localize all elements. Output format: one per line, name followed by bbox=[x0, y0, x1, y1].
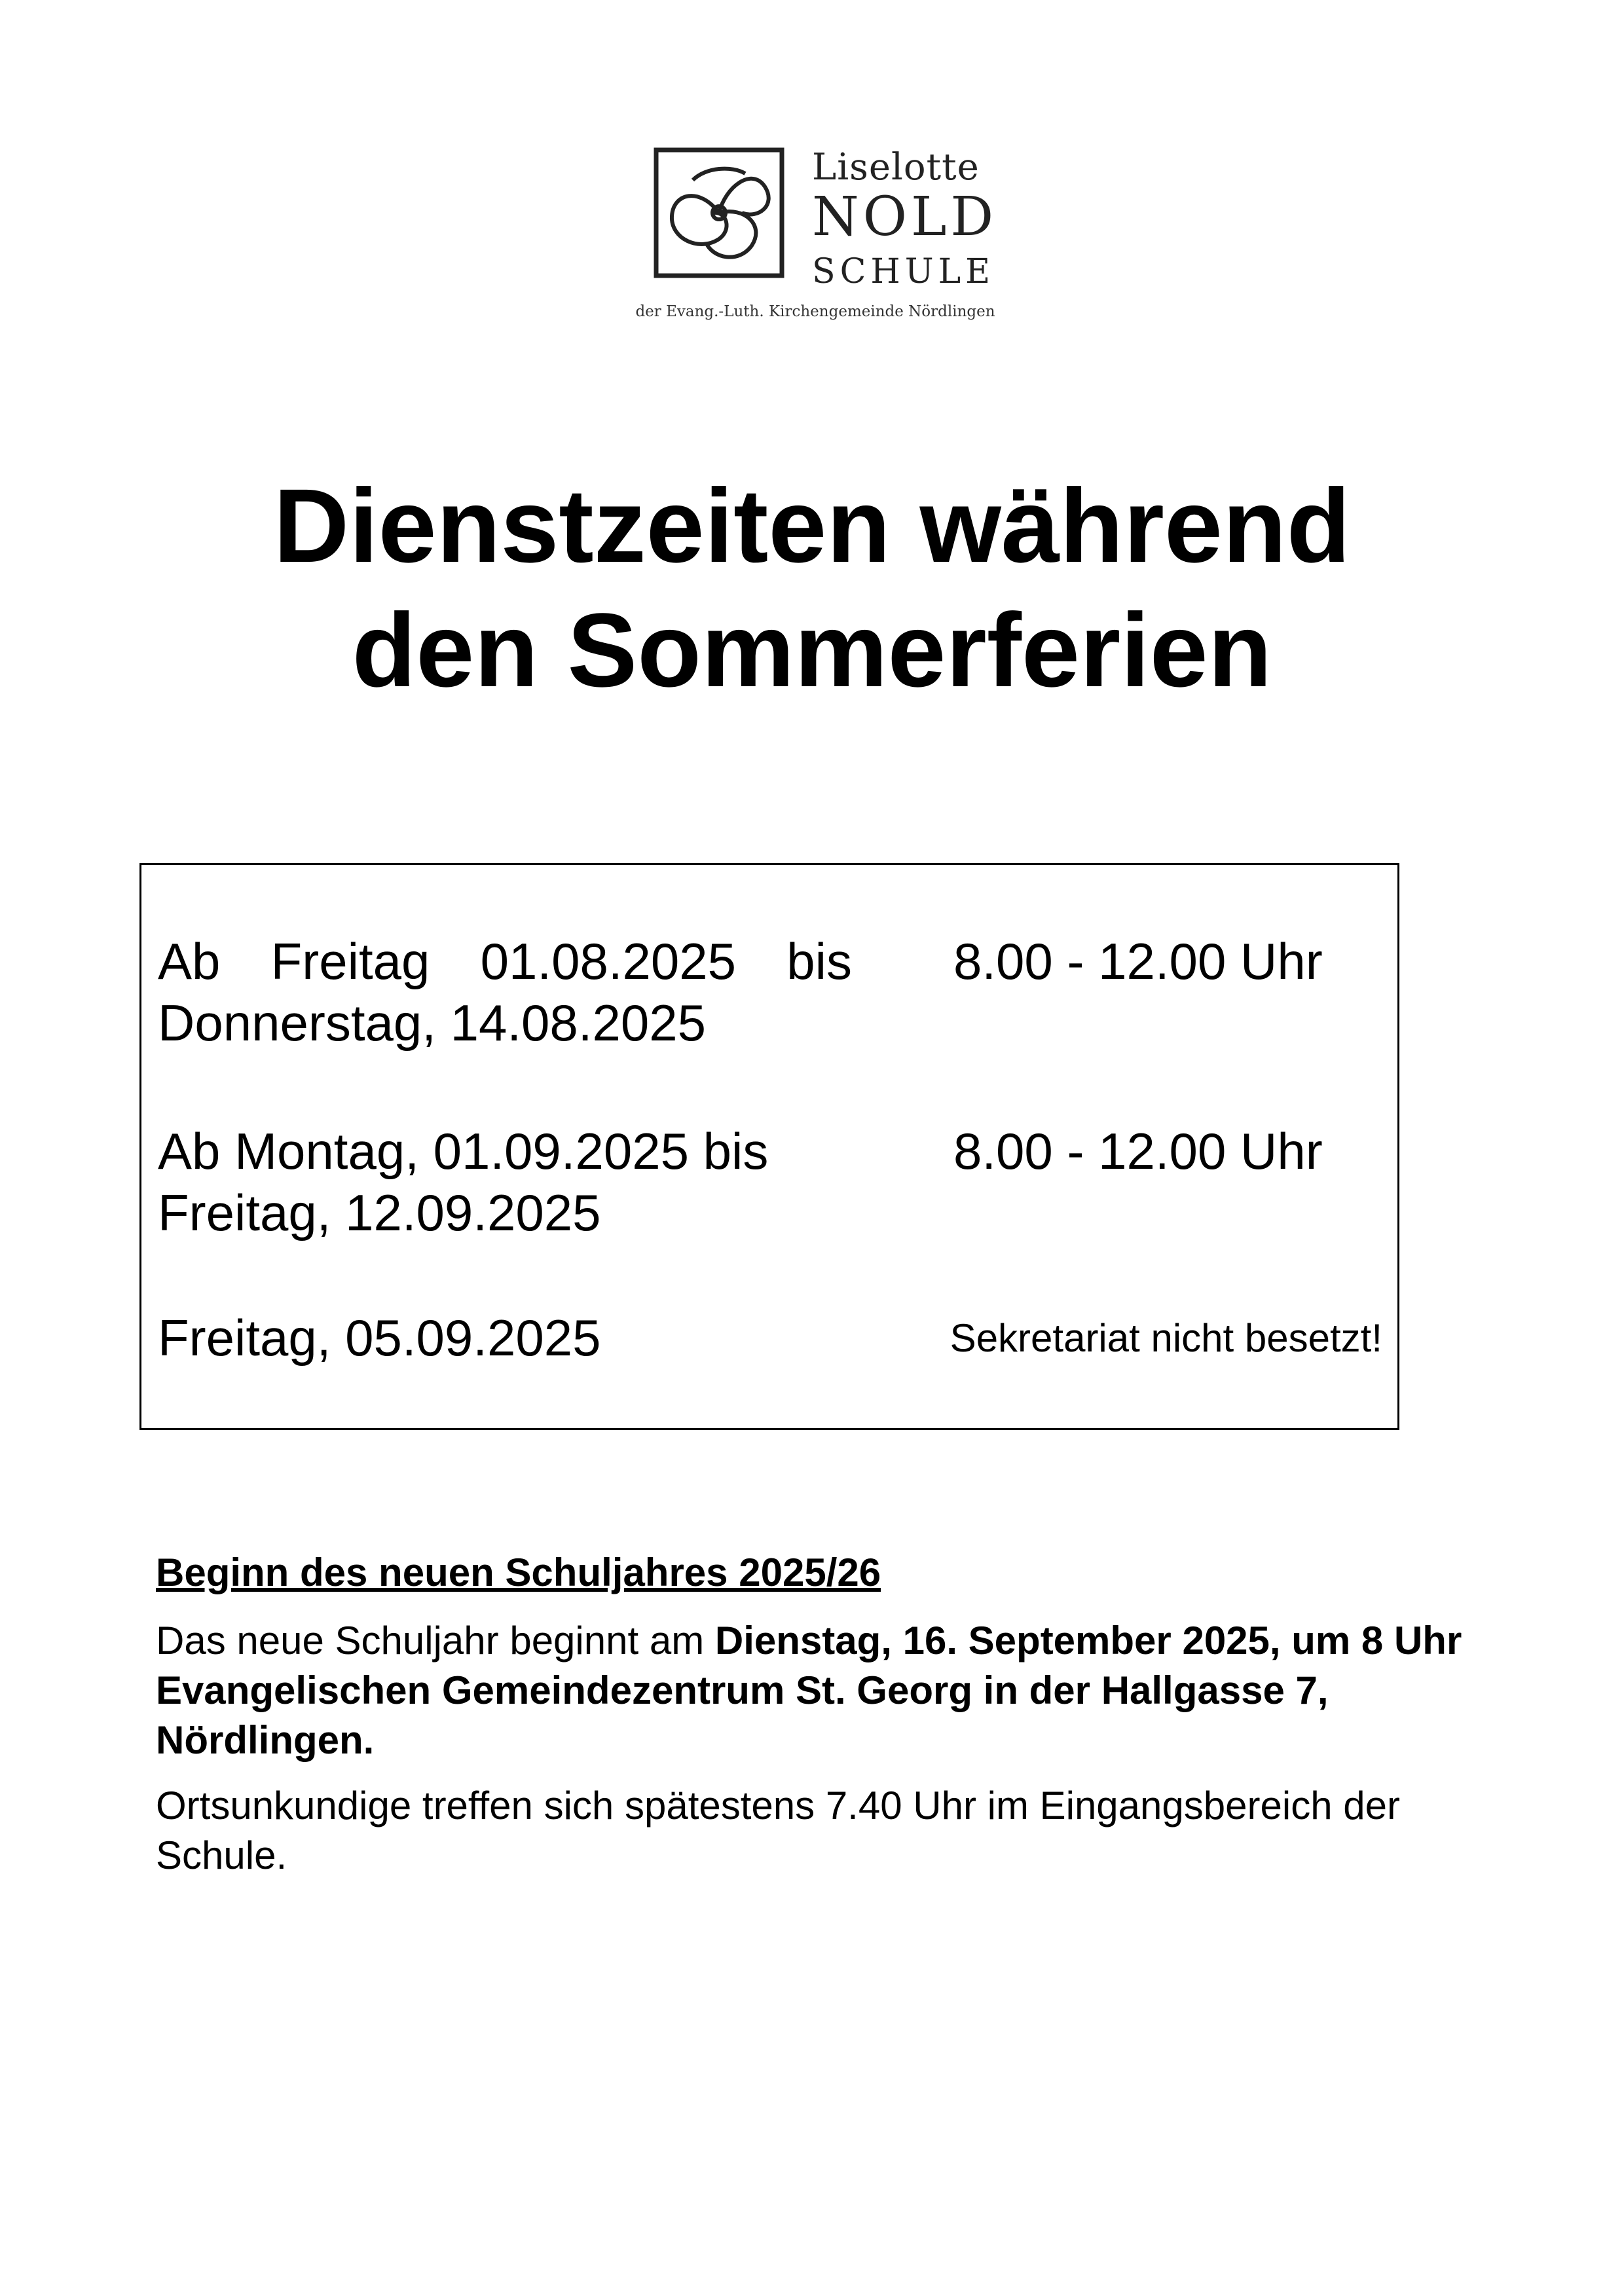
school-emblem-icon bbox=[654, 147, 784, 278]
title-line-2: den Sommerferien bbox=[352, 591, 1272, 708]
schedule-date bbox=[158, 930, 852, 1054]
schedule-date-line-2: Donnerstag, 14.08.2025 bbox=[158, 994, 706, 1052]
schedule-time: 8.00 - 12.00 Uhr bbox=[953, 932, 1323, 990]
date-word: Ab bbox=[158, 932, 221, 990]
page-title bbox=[0, 464, 1624, 712]
logo-subtitle: der Evang.-Luth. Kirchengemeinde Nördlingen bbox=[635, 303, 995, 320]
title-line-1: Dienstzeiten während bbox=[273, 467, 1351, 584]
schedule-time: 8.00 - 12.00 Uhr bbox=[953, 1122, 1323, 1180]
meeting-info-paragraph: Ortsunkundige treffen sich spätestens 7.40 Uhr im Eingangsbereich der Schule. bbox=[156, 1784, 1400, 1877]
date-word: Freitag bbox=[270, 932, 430, 990]
schedule-date bbox=[158, 1307, 600, 1368]
schedule-date-line-1: Ab Montag, 01.09.2025 bis bbox=[158, 1122, 769, 1180]
logo-text-schule: SCHULE bbox=[812, 252, 995, 291]
section-heading: Beginn des neuen Schuljahres 2025/26 bbox=[156, 1551, 881, 1594]
schedule-note: Sekretariat nicht besetzt! bbox=[950, 1316, 1382, 1360]
school-logo bbox=[622, 128, 1008, 344]
schedule-date-line-1: Freitag, 05.09.2025 bbox=[158, 1309, 601, 1367]
schedule-box bbox=[139, 863, 1399, 1430]
school-start-section bbox=[156, 1548, 1485, 1896]
logo-text-nold: NOLD bbox=[812, 186, 998, 248]
logo-text-liselotte: Liselotte bbox=[812, 146, 980, 189]
school-start-paragraph bbox=[156, 1616, 1485, 1765]
date-word: 01.08.2025 bbox=[480, 932, 737, 990]
schedule-date-line-1 bbox=[158, 930, 852, 992]
schedule-date-line-2: Freitag, 12.09.2025 bbox=[158, 1184, 601, 1241]
date-word: bis bbox=[786, 932, 852, 990]
school-start-intro: Das neue Schuljahr beginnt am bbox=[156, 1619, 715, 1662]
schedule-date bbox=[158, 1120, 768, 1243]
school-start-details: Dienstag, 16. September 2025, um 8 Uhr Evangelischen Gemeindezentrum St. Georg in der Hallgasse 7, Nördlingen. bbox=[156, 1619, 1462, 1762]
